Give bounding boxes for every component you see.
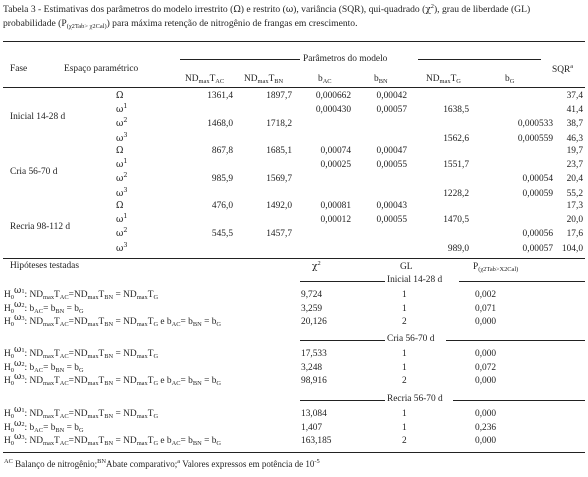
top-rule — [3, 41, 585, 42]
cell-ndg: 1562,6 — [443, 133, 469, 144]
header-espaco: Espaço paramétrico — [64, 64, 139, 74]
omega-icon: Ω — [116, 91, 124, 101]
hypothesis-label: $H_0^{\omega 3}$: $ND_{max}T_{AC}=ND_{max}T_{BN} = ND_{max}T_G$ e $b_{AC}= b_{BN} = b_G$ — [4, 432, 222, 447]
header-nd-ac: $ND_{max}T_{AC}$ — [185, 74, 225, 85]
cell-sqr: 20,4 — [566, 174, 583, 185]
cell-bg: 0,00059 — [522, 188, 553, 199]
hyp-chi-value: 17,533 — [301, 349, 327, 359]
omega-restricted-icon: $\omega^3$ — [116, 130, 128, 144]
hyp-p-value: 0,000 — [475, 317, 497, 327]
hyp-title: Hipóteses testadas — [10, 261, 79, 271]
header-b-bn: $b_{BN}$ — [374, 74, 388, 85]
hyp-chi-value: 3,259 — [301, 303, 323, 314]
hypothesis-label: $H_0^{\omega 1}$: $ND_{max}T_{AC}=ND_{max}T_{BN} = ND_{max}T_G$ — [4, 286, 159, 301]
cell-ndg: 1470,5 — [443, 215, 469, 226]
hypothesis-label: $H_0^{\omega 3}$: $ND_{max}T_{AC}=ND_{max}T_{BN} = ND_{max}T_G$ e $b_{AC}= b_{BN} = b_G$ — [4, 372, 222, 387]
omega-restricted-icon: $\omega^3$ — [116, 185, 128, 199]
hyp-gl-value: 1 — [402, 422, 407, 433]
hyp-p-value: 0,000 — [475, 436, 497, 446]
phase-name: Cria 56-70 d — [10, 167, 58, 178]
params-rule-left — [180, 59, 300, 60]
hyp-chi-value: 13,084 — [301, 409, 327, 419]
cell-bn: 1718,2 — [266, 119, 292, 130]
cell-bbn: 0,00055 — [376, 215, 407, 226]
cell-bac: 0,00074 — [320, 146, 351, 156]
cell-bac: 0,000662 — [315, 91, 351, 101]
footnote: $^{AC}$ Balanço de nitrogênio;$^{BN}$Abate comparativo;$^a$ Valores expressos em potência de $10^{-5}$ — [4, 458, 320, 469]
hypothesis-label: $H_0^{\omega 3}$: $ND_{max}T_{AC}=ND_{max}T_{BN} = ND_{max}T_G$ e $b_{AC}= b_{BN} = b_G$ — [4, 313, 222, 328]
cell-bbn: 0,00043 — [376, 201, 407, 211]
hyp-group-rule-right — [459, 281, 585, 282]
hypothesis-label: $H_0^{\omega 2}$: $b_{AC}= b_{BN} = b_G$ — [4, 358, 84, 374]
hyp-chi-value: 9,724 — [301, 290, 323, 300]
header-fase: Fase — [10, 64, 28, 74]
cell-ndg: 1638,5 — [443, 105, 469, 116]
chi-symbol: χ — [425, 5, 431, 15]
cell-bg: 0,000533 — [517, 119, 553, 130]
cell-bac: 0,000430 — [315, 105, 351, 116]
omega-restricted-icon: $\omega^3$ — [116, 240, 128, 254]
hyp-gl-value: 1 — [402, 349, 407, 359]
cell-sqr: 38,7 — [566, 119, 583, 130]
hypothesis-label: $H_0^{\omega 1}$: $ND_{max}T_{AC}=ND_{max}T_{BN} = ND_{max}T_G$ — [4, 405, 159, 420]
header-b-g: $b_G$ — [505, 74, 515, 85]
cell-sqr: 23,7 — [566, 160, 583, 171]
hyp-gl-value: 2 — [402, 436, 407, 446]
header-nd-bn: $ND_{max}T_{BN}$ — [244, 74, 284, 85]
hyp-p-value: 0,072 — [475, 362, 497, 373]
cell-ac: 985,9 — [211, 174, 233, 185]
hyp-p-value: 0,236 — [475, 422, 497, 433]
omega-restricted-icon: $\omega^1$ — [116, 212, 128, 226]
hyp-p-value: 0,071 — [475, 303, 497, 314]
omega-restricted-icon: $\omega^2$ — [116, 116, 128, 130]
hyp-chi-value: 3,248 — [301, 362, 323, 373]
hyp-p-header: $P_{(\chi 2Tab>X2Cal)}$ — [473, 262, 519, 273]
hyp-chi-value: 98,916 — [301, 376, 327, 386]
cell-ac: 1361,4 — [207, 91, 233, 101]
hyp-group-rule-right — [446, 340, 585, 341]
header-nd-g: $ND_{max}T_G$ — [426, 74, 461, 85]
header-bottom-rule — [3, 87, 585, 88]
hyp-gl-value: 1 — [402, 290, 407, 300]
hyp-p-value: 0,002 — [475, 290, 497, 300]
hyp-group-rule-left — [300, 400, 385, 401]
omega-restricted-icon: $\omega^1$ — [116, 102, 128, 116]
cell-sqr: 104,0 — [561, 243, 583, 254]
hypothesis-label: $H_0^{\omega 2}$: $b_{AC}= b_{BN} = b_G$ — [4, 418, 84, 434]
hypothesis-label: $H_0^{\omega 1}$: $ND_{max}T_{AC}=ND_{max}T_{BN} = ND_{max}T_G$ — [4, 345, 159, 360]
params-bottom-rule — [3, 258, 585, 259]
hyp-group-label: Cria 56-70 d — [387, 334, 435, 344]
hyp-group-rule-left — [300, 281, 385, 282]
cell-bbn: 0,00042 — [376, 91, 407, 101]
cell-bac: 0,00081 — [320, 201, 351, 211]
cell-bbn: 0,00057 — [376, 105, 407, 116]
cell-ndg: 1228,2 — [443, 188, 469, 199]
hyp-chi-header: $\chi^2$ — [312, 260, 321, 272]
cell-sqr: 37,4 — [566, 91, 583, 101]
cell-ac: 867,8 — [211, 146, 233, 156]
cell-ac: 1468,0 — [207, 119, 233, 130]
cell-ac: 476,0 — [211, 201, 233, 211]
omega-restricted-symbol: ω — [285, 5, 294, 15]
hyp-p-value: 0,000 — [475, 349, 497, 359]
omega-restricted-icon: $\omega^1$ — [116, 157, 128, 171]
hyp-p-value: 0,000 — [475, 376, 497, 386]
cell-sqr: 55,2 — [566, 188, 583, 199]
cell-bac: 0,00025 — [320, 160, 351, 171]
cell-sqr: 20,0 — [566, 215, 583, 226]
cell-bn: 1569,7 — [266, 174, 292, 185]
table-caption: Tabela 3 - Estimativas dos parâmetros do modelo irrestrito (Ω) e restrito (ω), variância (SQR), qui-quadrado $(\chi^2)$, grau de liberdade (GL) probabilidade $(P_{(\chi 2Tab> \chi 2Cal)})$ para máxima retenção de nitrogênio de frangas em crescimento. — [3, 3, 531, 30]
phase-name: Recria 98-112 d — [10, 222, 71, 233]
cell-bac: 0,00012 — [320, 215, 351, 226]
cell-bn: 1685,1 — [266, 146, 292, 156]
omega-icon: Ω — [116, 146, 124, 156]
hyp-gl-value: 1 — [402, 409, 407, 419]
cell-bg: 0,000559 — [517, 133, 553, 144]
cell-bg: 0,00057 — [522, 243, 553, 254]
omega-icon: Ω — [116, 201, 124, 211]
omega-symbol: Ω — [233, 5, 241, 15]
hyp-gl-value: 2 — [402, 376, 407, 386]
phase-name: Inicial 14-28 d — [10, 112, 66, 123]
hyp-chi-value: 20,126 — [301, 317, 327, 327]
cell-ndg: 1551,7 — [443, 160, 469, 171]
omega-restricted-icon: $\omega^2$ — [116, 226, 128, 240]
hyp-chi-value: 163,185 — [301, 436, 332, 446]
hyp-gl-value: 1 — [402, 362, 407, 373]
cell-bn: 1492,0 — [266, 201, 292, 211]
cell-sqr: 17,6 — [566, 229, 583, 240]
header-params-group: Parâmetros do modelo — [303, 54, 388, 64]
header-sqr: SQR$^a$ — [552, 63, 574, 75]
hyp-p-value: 0,000 — [475, 409, 497, 419]
cell-sqr: 41,4 — [566, 105, 583, 116]
cell-bbn: 0,00055 — [376, 160, 407, 171]
hyp-group-label: Inicial 14-28 d — [387, 275, 443, 285]
cell-bn: 1457,7 — [266, 229, 292, 240]
cell-bg: 0,00056 — [522, 229, 553, 240]
cell-bn: 1897,7 — [266, 91, 292, 101]
cell-bbn: 0,00047 — [376, 146, 407, 156]
hyp-gl-value: 1 — [402, 303, 407, 314]
cell-sqr: 19,7 — [566, 146, 583, 156]
cell-sqr: 17,3 — [566, 201, 583, 211]
cell-sqr: 46,3 — [566, 133, 583, 144]
omega-restricted-icon: $\omega^2$ — [116, 171, 128, 185]
bottom-rule — [3, 452, 585, 453]
cell-ac: 545,5 — [211, 229, 233, 240]
cell-ndg: 989,0 — [447, 243, 469, 254]
hyp-chi-value: 1,407 — [301, 422, 323, 433]
hyp-gl-value: 2 — [402, 317, 407, 327]
cell-bg: 0,00054 — [522, 174, 553, 185]
params-rule-right — [418, 59, 541, 60]
hyp-group-rule-right — [453, 400, 585, 401]
hyp-gl-header: GL — [400, 262, 413, 272]
hyp-group-rule-left — [300, 340, 385, 341]
header-b-ac: $b_{AC}$ — [318, 74, 332, 85]
hypothesis-label: $H_0^{\omega 2}$: $b_{AC}= b_{BN} = b_G$ — [4, 299, 84, 315]
hyp-group-label: Recria 56-70 d — [387, 394, 443, 404]
